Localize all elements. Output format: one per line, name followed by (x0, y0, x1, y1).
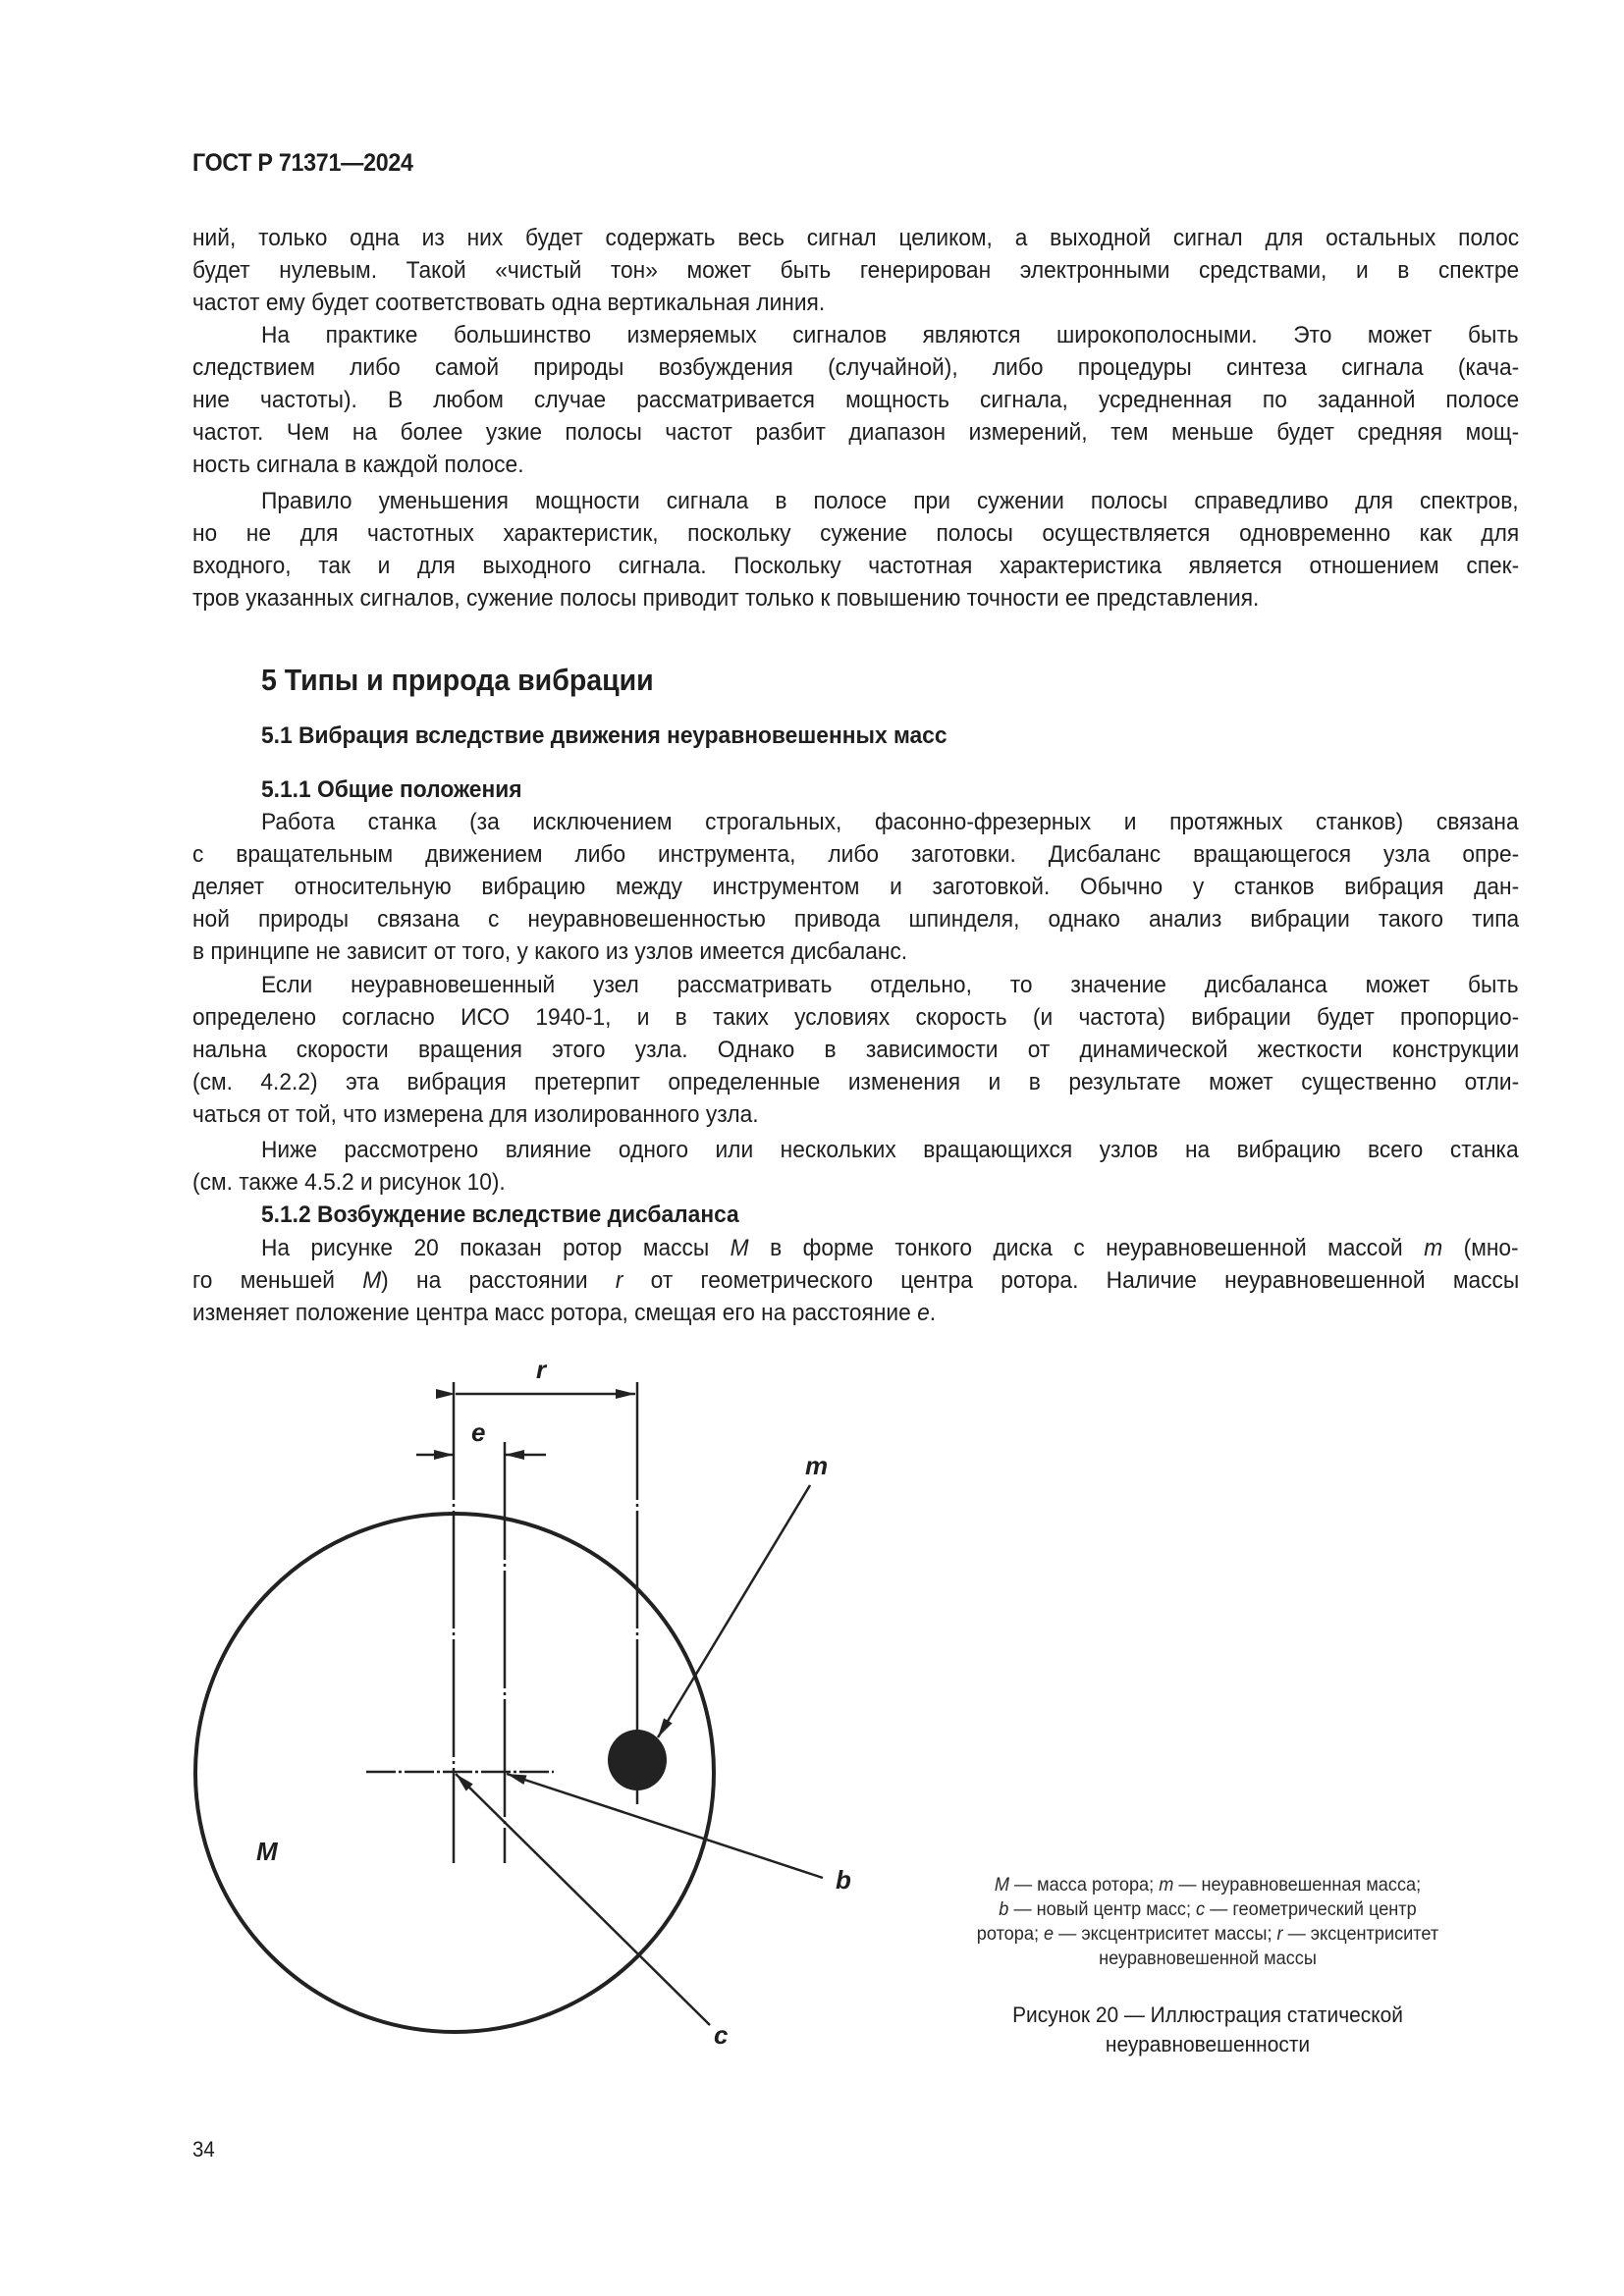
text-line: входного, так и для выходного сигнала. Поскольку частотная характеристика является отношением спек- (192, 553, 1520, 579)
text-line: ний, только одна из них будет содержать весь сигнал целиком, а выходной сигнал для остальных полос (192, 225, 1520, 251)
text-line: деляет относительную вибрацию между инструментом и заготовкой. Обычно у станков вибрация дан- (192, 874, 1520, 900)
label-r: r (536, 1355, 547, 1384)
text-line: На рисунке 20 показан ротор массы M в форме тонкого диска с неуравновешенной массой m (мно- (261, 1235, 1519, 1261)
text-line: Ниже рассмотрено влияние одного или нескольких вращающихся узлов на вибрацию всего станка (261, 1137, 1519, 1163)
text-line: Если неуравновешенный узел рассматривать отдельно, то значение дисбаланса может быть (261, 972, 1519, 998)
text-line: изменяет положение центра масс ротора, смещая его на расстояние e. (192, 1300, 937, 1326)
text-line: ние частоты). В любом случае рассматривается мощность сигнала, усредненная по заданной полосе (192, 387, 1520, 413)
label-m: m (805, 1451, 829, 1480)
text-line: частот. Чем на более узкие полосы частот разбит диапазон измерений, тем меньше будет средняя мощ- (192, 419, 1520, 446)
text-line: го меньшей M) на расстоянии r от геометрического центра ротора. Наличие неуравновешенной массы (192, 1267, 1520, 1294)
text-line: ность сигнала в каждой полосе. (192, 452, 524, 478)
section-heading-5: 5 Типы и природа вибрации (261, 663, 654, 697)
text-line: чаться от той, что измерена для изолированного узла. (192, 1101, 759, 1128)
label-M: M (256, 1837, 278, 1866)
rotor-disc (195, 1514, 714, 2032)
figure-caption: Рисунок 20 — Иллюстрация статической неуравновешенности (1012, 2002, 1403, 2056)
text-line: но не для частотных характеристик, поскольку сужение полосы осуществляется одновременно как для (192, 520, 1520, 547)
text-line: (см. также 4.5.2 и рисунок 10). (192, 1169, 506, 1196)
text-line: будет нулевым. Такой «чистый тон» может быть генерирован электронными средствами, и в спектре (192, 257, 1520, 284)
label-e: e (471, 1417, 486, 1447)
label-b: b (836, 1865, 851, 1895)
text-line: (см. 4.2.2) эта вибрация претерпит определенные изменения и в результате может существенно отли- (192, 1069, 1520, 1095)
text-line: определено согласно ИСО 1940-1, и в таких условиях скорость (и частота) вибрации будет пропорцио- (192, 1004, 1520, 1031)
text-line: На практике большинство измеряемых сигналов являются широкополосными. Это может быть (261, 322, 1519, 348)
page-number: 34 (192, 2137, 215, 2162)
label-c: c (714, 2020, 729, 2050)
section-heading-5-1-2: 5.1.2 Возбуждение вследствие дисбаланса (261, 1201, 739, 1228)
text-line: ной природы связана с неуравновешенностью привода шпинделя, однако анализ вибрации такого типа (192, 906, 1520, 933)
text-line: частот ему будет соответствовать одна вертикальная линия. (192, 290, 826, 316)
text-line: Правило уменьшения мощности сигнала в полосе при сужении полосы справедливо для спектров, (261, 488, 1519, 514)
section-heading-5-1-1: 5.1.1 Общие положения (261, 776, 522, 803)
unbalanced-mass (608, 1730, 667, 1790)
text-line: следствием либо самой природы возбуждения (случайной), либо процедуры синтеза сигнала (кача- (192, 354, 1520, 381)
section-heading-5-1: 5.1 Вибрация вследствие движения неуравновешенных масс (261, 722, 947, 749)
text-line: Работа станка (за исключением строгальных, фасонно-фрезерных и протяжных станков) связана (261, 809, 1519, 835)
text-line: тров указанных сигналов, сужение полосы приводит только к повышению точности ее представления. (192, 585, 1260, 612)
text-line: нальна скорости вращения этого узла. Однако в зависимости от динамической жесткости конструкции (192, 1037, 1520, 1063)
text-line: в принципе не зависит от того, у какого из узлов имеется дисбаланс. (192, 938, 908, 965)
figure-legend: M — масса ротора; m — неуравновешенная масса; b — новый центр масс; c — геометрический центр ротора; e — эксцентриситет массы; r — эксцентриситет неуравновешенной массы (976, 1874, 1439, 1969)
document-id-header: ГОСТ Р 71371—2024 (192, 149, 413, 177)
text-line: с вращательным движением либо инструмента, либо заготовки. Дисбаланс вращающегося узла опре- (192, 841, 1520, 868)
